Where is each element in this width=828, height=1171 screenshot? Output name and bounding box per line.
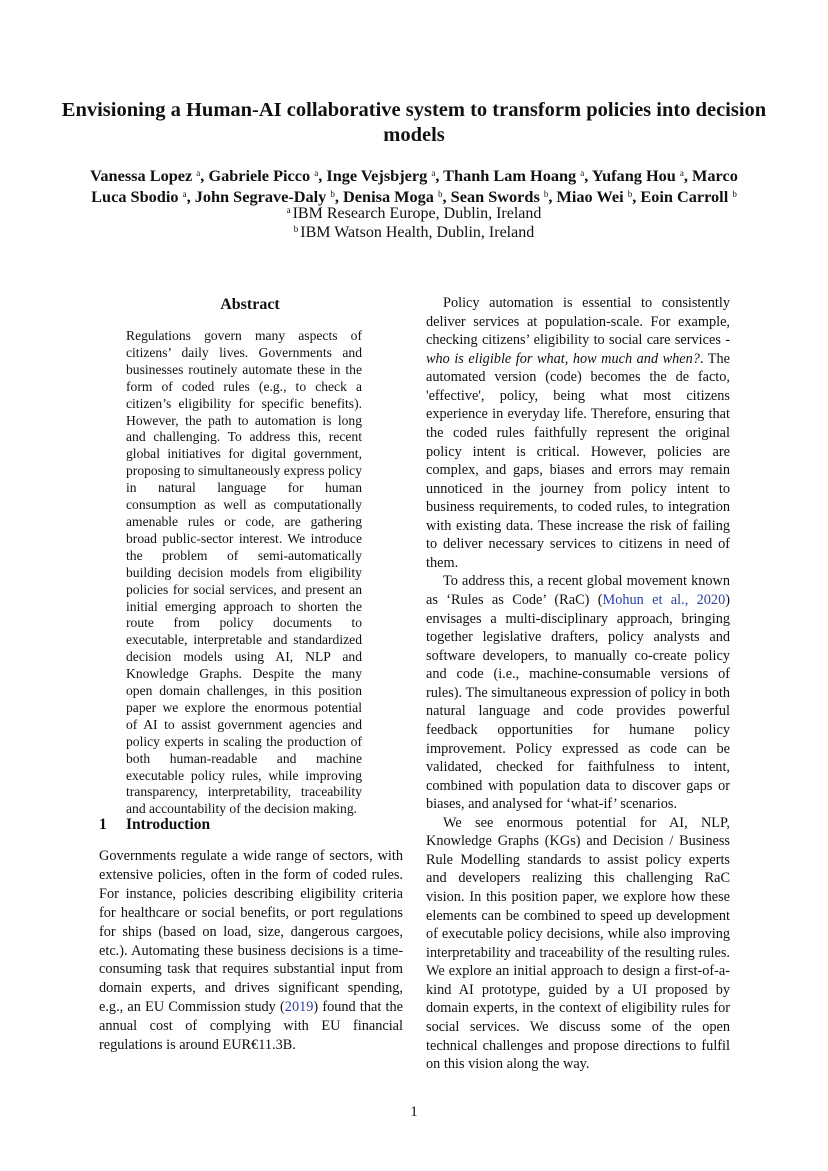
author-separator: , — [200, 166, 209, 185]
affiliation-mark: a — [286, 205, 291, 215]
affiliation-mark: a — [196, 168, 201, 178]
emphasized-text: who is eligible for what, how much and when? — [426, 350, 700, 367]
intro-paragraph-1 — [426, 294, 730, 572]
citation-link[interactable]: 2019 — [284, 999, 314, 1016]
paragraph-text: ) found that the annual cost of complying with EU financial regulations is around EUR€11.3B. — [99, 999, 403, 1054]
author-name: Thanh Lam Hoang — [443, 166, 577, 185]
author-name: John Segrave-Daly — [194, 187, 327, 206]
author-separator: , — [584, 166, 592, 185]
affiliation-mark: b — [627, 189, 633, 199]
author-name: Vanessa Lopez — [90, 166, 193, 185]
affiliation-mark: a — [182, 189, 187, 199]
paper-title: Envisioning a Human-AI collaborative system to transform policies into decision models — [61, 99, 767, 146]
author-name: Yufang Hou — [591, 166, 676, 185]
paragraph-text: To address this, a recent global movement known as ‘Rules as Code’ (RaC) ( — [426, 573, 730, 608]
page-number: 1 — [410, 1104, 418, 1120]
intro-paragraph-3: We see enormous potential for AI, NLP, Knowledge Graphs (KGs) and Decision / Business Rule Modelling standards to assist policy experts and developers realizing this challenging RaC vision. In this position paper, we explore how these elements can be combined to speed up development of executable policy decisions, while also improving interpretability and traceability of the resulting rules. We explore an initial approach to design a first-of-a-kind AI prototype, guided by a UI proposed by domain experts, in the context of eligibility rules for social services. We discuss some of the open technical challenges and propose directions to fulfil on this vision along the way. — [426, 814, 730, 1073]
author-separator: , — [318, 166, 327, 185]
affiliation-text: IBM Watson Health, Dublin, Ireland — [300, 224, 535, 241]
author-name: Miao Wei — [556, 187, 624, 206]
affiliation-mark: b — [732, 189, 737, 199]
right-column — [426, 294, 730, 1074]
author-separator: , — [683, 166, 693, 185]
section-title: Introduction — [126, 816, 211, 833]
affiliation-mark: b — [330, 189, 335, 199]
citation-link[interactable]: Mohun et al., 2020 — [602, 592, 726, 608]
affiliation-mark: b — [543, 189, 549, 199]
author-name: Inge Vejsbjerg — [326, 166, 428, 185]
affiliation-mark: a — [431, 168, 436, 178]
author-separator: , — [186, 187, 195, 206]
author-name: Marco Luca Sbodio — [91, 166, 738, 206]
author-separator: , — [442, 187, 451, 206]
intro-paragraph-2 — [426, 572, 730, 813]
affiliation-mark: b — [293, 224, 299, 234]
author-list — [72, 165, 756, 207]
affiliation-mark: a — [679, 168, 684, 178]
paragraph-text: . The automated version (code) becomes the de facto, 'effective', policy, being what most citizens experience in everyday life. Therefore, ensuring that the coded rules faithfully represent the original policy intent is critical. However, policies are complex, and gaps, biases and errors may remain unnoticed in the journey from policy intent to business requirements, to coded rules, to integration with existing data. These increase the risk of failing to deliver necessary services to citizens in need of them. — [426, 350, 730, 571]
affiliation-mark: b — [438, 189, 443, 199]
author-separator: , — [632, 187, 641, 206]
paragraph-text: Governments regulate a wide range of sectors, with extensive policies, often in the form of coded rules. For instance, policies describing eligibility criteria for healthcare or social benefits, or port regulations for ships (based on load, size, dangerous cargoes, etc.). Automating these business decisions is a time-consuming task that requires substantial input from domain experts, and drives significant spending, e.g., an EU Commission study ( — [99, 848, 403, 1016]
affiliation-text: IBM Research Europe, Dublin, Ireland — [292, 205, 542, 222]
section-heading — [99, 816, 210, 834]
abstract-text: Regulations govern many aspects of citizens’ daily lives. Governments and businesses routinely automate these in the form of coded rules (e.g., to check a citizen’s eligibility for specific benefits). However, the path to automation is long and challenging. To address this, recent global initiatives for digital government, proposing to simultaneously express policy in natural language for human consumption as well as computationally amenable rules or code, are gathering broad public-sector interest. We introduce the problem of semi-automatically building decision models from eligibility policies for social services, and present an initial emerging approach to shorten the route from policy documents to executable, interpretable and standardized decision models using AI, NLP and Knowledge Graphs. Despite the many open domain challenges, in this position paper we explore the enormous potential of AI to assist government agencies and policy experts in scaling the production of both human-readable and machine executable policy rules, while improving transparency, interpretability, traceability and accountability of the decision making. — [126, 328, 362, 817]
intro-paragraph-left — [99, 847, 403, 1055]
author-name: Eoin Carroll — [640, 187, 729, 206]
paragraph-text: Policy automation is essential to consistently deliver services at population-scale. For example, checking citizens’ eligibility to social care services - — [426, 295, 730, 349]
abstract-heading: Abstract — [220, 296, 280, 313]
author-name: Sean Swords — [450, 187, 540, 206]
affiliation-mark: a — [580, 168, 585, 178]
affiliation-mark: a — [314, 168, 319, 178]
author-name: Gabriele Picco — [208, 166, 311, 185]
author-separator: , — [435, 166, 444, 185]
section-number: 1 — [99, 816, 107, 833]
affiliation-a — [100, 204, 728, 224]
author-name: Denisa Moga — [343, 187, 434, 206]
paragraph-text: ) envisages a multi-disciplinary approach, bringing together legislative drafters, policy analysts and software developers, to manually co-create policy and code (i.e., machine-consumable versions of rules). The simultaneous expression of policy in both natural language and code provides powerful feedback opportunities for humane policy improvement. Policy expressed as code can be validated, checked for faithfulness to intent, combined with population data to discover gaps or biases, and analysed for ‘what-if’ scenarios. — [426, 592, 730, 813]
author-separator: , — [334, 187, 344, 206]
author-separator: , — [548, 187, 557, 206]
affiliation-b — [100, 223, 728, 243]
